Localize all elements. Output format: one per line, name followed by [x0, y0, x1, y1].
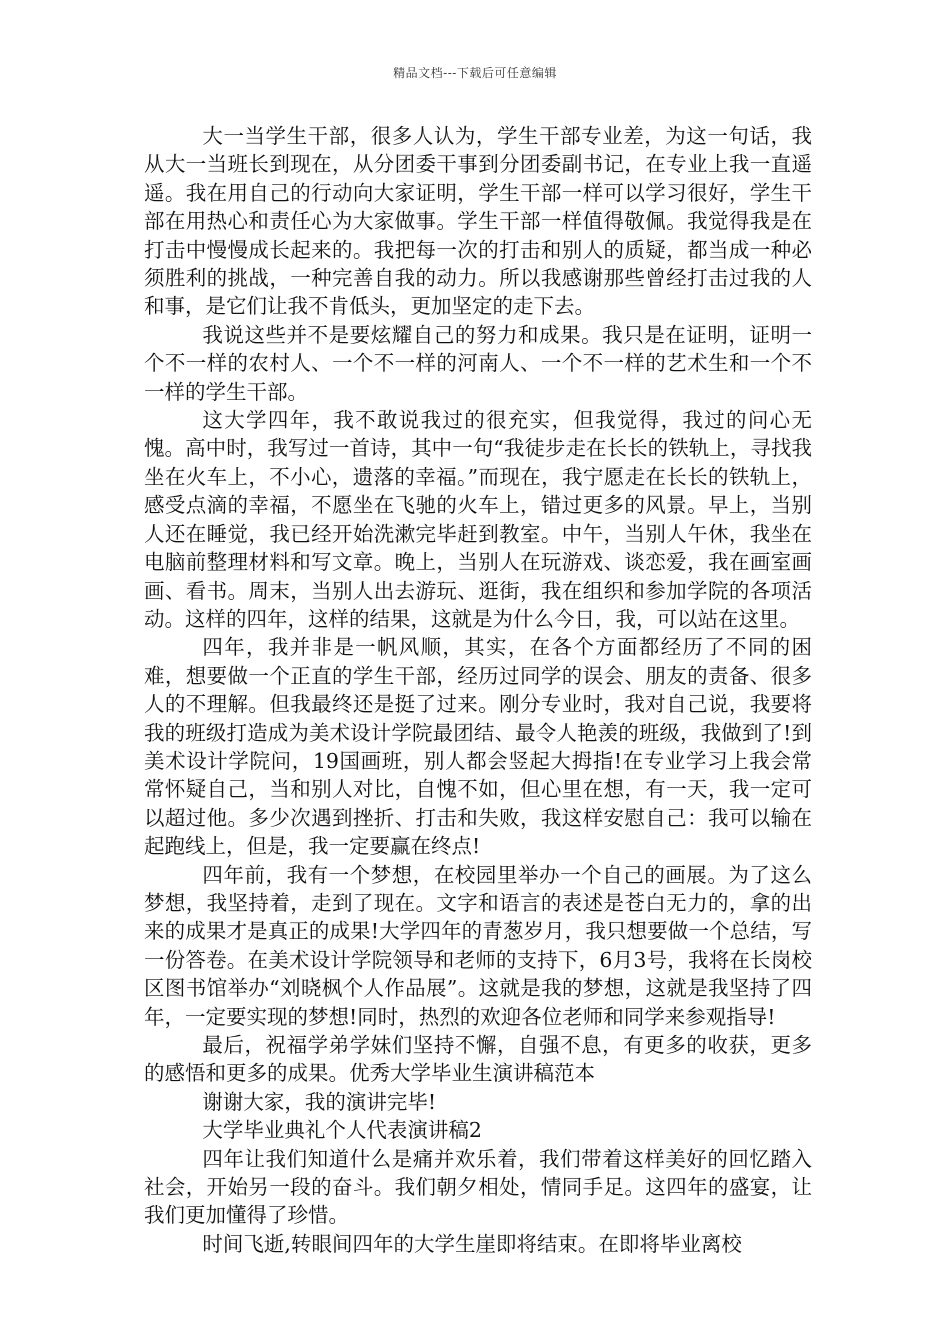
- document-body: [144, 122, 812, 1258]
- paragraph-closing-wishes: 最后，祝福学弟学妹们坚持不懈，自强不息，有更多的收获，更多的感悟和更多的成果。优秀大学毕业生演讲稿范本: [144, 1033, 812, 1086]
- paragraph-student-cadre: 大一当学生干部，很多人认为，学生干部专业差，为这一句话，我从大一当班长到现在，从分团委干事到分团委副书记，在专业上我一直遥遥。我在用自己的行动向大家证明，学生干部一样可以学习很好，学生干部在用热心和责任心为大家做事。学生干部一样值得敬佩。我觉得我是在打击中慢慢成长起来的。我把每一次的打击和别人的质疑，都当成一种必须胜利的挑战，一种完善自我的动力。所以我感谢那些曾经打击过我的人和事，是它们让我不肯低头，更加坚定的走下去。: [144, 124, 812, 319]
- paragraph-difficulties: 四年，我并非是一帆风顺，其实，在各个方面都经历了不同的困难，想要做一个正直的学生干部，经历过同学的误会、朋友的责备、很多人的不理解。但我最终还是挺了过来。刚分专业时，我对自己说，我要将我的班级打造成为美术设计学院最团结、最令人艳羡的班级，我做到了!到美术设计学院问，19国画班，别人都会竖起大拇指!在专业学习上我会常常怀疑自己，当和别人对比，自愧不如，但心里在想，有一天，我一定可以超过他。多少次遇到挫折、打击和失败，我这样安慰自己：我可以输在起跑线上，但是，我一定要赢在终点!: [144, 635, 812, 859]
- paragraph-speech2-intro: 四年让我们知道什么是痛并欢乐着，我们带着这样美好的回忆踏入社会，开始另一段的奋斗。我们朝夕相处，情同手足。这四年的盛宴，让我们更加懂得了珍惜。: [144, 1146, 812, 1228]
- section-title: 大学毕业典礼个人代表演讲稿2: [202, 1118, 482, 1143]
- paragraph-not-showing-off: 我说这些并不是要炫耀自己的努力和成果。我只是在证明，证明一个不一样的农村人、一个不一样的河南人、一个不一样的艺术生和一个不一样的学生干部。: [144, 322, 812, 404]
- page-header: 精品文档---下载后可任意编辑: [393, 66, 557, 80]
- paragraph-dream-exhibition: 四年前，我有一个梦想，在校园里举办一个自己的画展。为了这么梦想，我坚持着，走到了现在。文字和语言的表述是苍白无力的，拿的出来的成果才是真正的成果!大学四年的青葱岁月，我只想要做一个总结，写一份答卷。在美术设计学院领导和老师的支持下，6月3号，我将在长岗校区图书馆举办“刘晓枫个人作品展”。这就是我的梦想，这就是我坚持了四年，一定要实现的梦想!同时，热烈的欢迎各位老师和同学来参观指导!: [144, 862, 812, 1029]
- paragraph-four-years: 这大学四年，我不敢说我过的很充实，但我觉得，我过的问心无愧。高中时，我写过一首诗，其中一句“我徒步走在长长的铁轨上，寻找我坐在火车上，不小心，遗落的幸福。”而现在，我宁愿走在长长的铁轨上，感受点滴的幸福，不愿坐在飞驰的火车上，错过更多的风景。早上，当别人还在睡觉，我已经开始洗漱完毕赶到教室。中午，当别人午休，我坐在电脑前整理材料和写文章。晚上，当别人在玩游戏、谈恋爱，我在画室画画、看书。周末，当别人出去游玩、逛街，我在组织和参加学院的各项活动。这样的四年，这样的结果，这就是为什么今日，我，可以站在这里。: [144, 408, 812, 631]
- paragraph-speech2-time: 时间飞逝,转眼间四年的大学生崖即将结束。在即将毕业离校: [202, 1231, 742, 1256]
- paragraph-thanks: 谢谢大家，我的演讲完毕!: [202, 1089, 437, 1114]
